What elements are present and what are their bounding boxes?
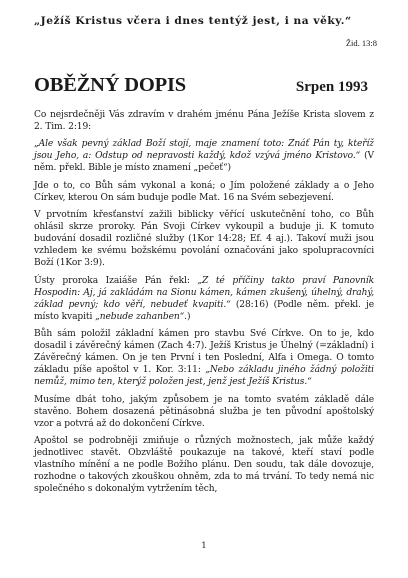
paragraph-greeting: Co nejsrdečněji Vás zdravím v drahém jménu Pána Ježíše Krista slovem z 2. Tim. 2:19: bbox=[34, 110, 374, 133]
paragraph-early-church: V prvotním křesťanství zažili biblicky věřící uskutečnění toho, co Bůh ohlásil skrze proroky. Pán Svoji Církev vykoupil a buduje ji. K tomuto budování dosadil rozličné služby (1Kor 14:28; Ef. 4 aj.). Takoví muži jsou vzhledem ke svému božskému povolání označováni jako spolupracovníci Boží (1Kor 3:9). bbox=[34, 209, 374, 269]
paragraph-cornerstone bbox=[34, 328, 374, 388]
isaiah-reference: (28:16) (Podle něm. překl. je místo kvapiti bbox=[34, 299, 374, 322]
paragraph-isaiah bbox=[34, 275, 374, 323]
paragraph-building: Musíme dbát toho, jakým způsobem je na tomto svatém základě dále stavěno. Bohem dosazená pětinásobná služba je ten původní apoštolský vzor a potvrá až do dokončení Církve. bbox=[34, 394, 374, 429]
letter-body bbox=[34, 109, 374, 500]
page-number: 1 bbox=[201, 541, 207, 551]
page-title: OBĚŽNÝ DOPIS bbox=[34, 74, 186, 96]
letter-date: Srpen 1993 bbox=[295, 79, 368, 95]
isaiah-alt-translation: „nebude zahanben“ bbox=[95, 311, 185, 322]
motto: „Ježíš Kristus včera i dnes tentýž jest, i na věky.“ bbox=[34, 15, 352, 27]
corinthians-quote: „Nebo základu jiného žádný položiti nemůž, mimo ten, kterýž položen jest, jenž jest Ježíš Kristus.“ bbox=[34, 365, 374, 388]
isaiah-intro: Ústy proroka Izaiáše Pán řekl: bbox=[34, 275, 198, 286]
isaiah-quote: „Z té příčiny takto praví Panovník Hospodin: Aj, já zakládám na Sionu kámen, kámen zkušený, úhelný, drahý, základ pevný; kdo věří, nebudeť kvapiti.“ bbox=[34, 275, 374, 310]
paragraph-quote bbox=[34, 138, 374, 174]
scripture-quote: „Ale však pevný základ Boží stojí, maje znamení toto: Znáť Pán ty, kteříž jsou Jeho, a: Odstup od nepravosti každý, kdož vzývá jméno Kristovo.“ bbox=[34, 139, 374, 162]
paragraph-apostle: Apoštol se podrobněji zmiňuje o různých možnostech, jak může každý jednotlivec stavět. Obzvláště poukazuje na takové, kteří staví podle vlastního mínění a ne podle Božího plánu. Den soudu, tak dále dovozuje, rozhodne o takových zkouškou ohněm, zda to má trvání. To tedy nemá nic společného s dokonalým vytržením těch, bbox=[34, 435, 374, 495]
cornerstone-text: Bůh sám položil základní kámen pro stavbu Své Církve. On to je, kdo dosadil i závěrečný kámen (Zach 4:7). Ježíš Kristus je Úhelný (=základní) i Závěrečný kámen. On je ten První i ten Poslední, Alfa i Omega. O tomto základu píše apoštol v 1. Kor. 3:11: bbox=[34, 328, 374, 376]
translation-note: (V něm. překl. Bible je místo znamení „pečeť“) bbox=[34, 151, 374, 174]
motto-reference: Žid. 13:8 bbox=[345, 38, 377, 48]
paragraph-foundation: Jde o to, co Bůh sám vykonal a koná; o Jím položené základy a o Jeho Církev, kterou On sám buduje podle Mat. 16 na Svém sebezjevení. bbox=[34, 180, 374, 203]
isaiah-end: .) bbox=[184, 311, 191, 322]
